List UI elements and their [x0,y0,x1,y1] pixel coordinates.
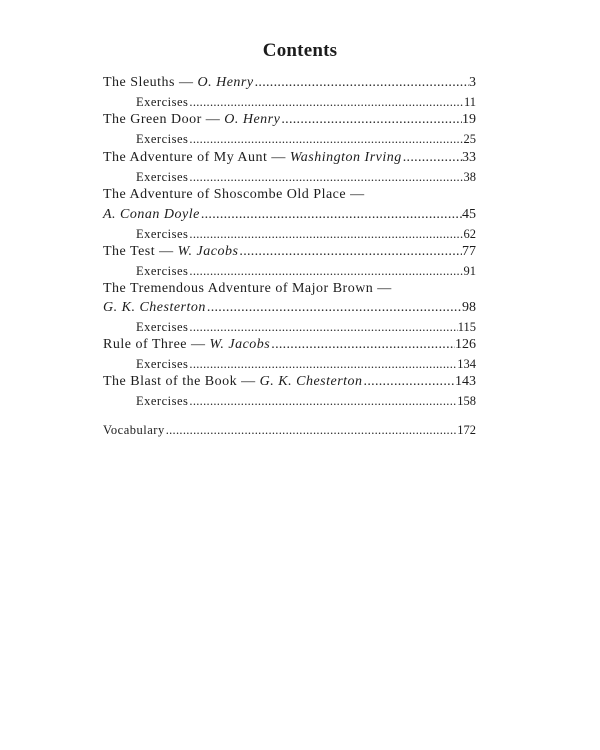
toc-entry-title: Exercises [136,132,189,146]
toc-entry-the-green-door[interactable] [103,111,476,129]
dot-leader [188,168,463,186]
page-number: 91 [463,264,476,278]
dot-leader [188,130,463,148]
dot-leader [206,299,462,317]
dot-leader [254,74,469,92]
dot-leader [188,318,457,336]
toc-entry-title: Rule of Three — [103,337,210,352]
dot-leader [402,149,462,167]
page-number: 3 [469,75,476,90]
toc-entry-exercises[interactable] [103,392,476,410]
toc-entry-author: A. Conan Doyle [103,207,200,222]
dot-leader [270,336,455,354]
toc-entry-title[interactable]: The Tremendous Adventure of Major Brown — [103,281,392,296]
toc-entry-exercises[interactable] [103,168,476,186]
dot-leader [200,206,462,224]
toc-entry-title: The Blast of the Book — [103,374,260,389]
page-title: Contents [262,40,338,61]
dot-leader [188,225,463,243]
toc-entry-title: The Test — [103,244,178,259]
dot-leader [363,373,455,391]
dot-leader [188,93,464,111]
toc-entry-title: Exercises [136,170,189,184]
page-number: 143 [455,374,476,389]
toc-entry-author: Washington Irving [289,150,402,165]
toc-entry-author: G. K. Chesterton [259,374,363,389]
dot-leader [188,262,463,280]
toc-entry-title[interactable]: The Adventure of Shoscombe Old Place — [103,187,365,202]
toc-entry-author: O. Henry [224,112,281,127]
toc-entry-exercises[interactable] [103,130,476,148]
page-number: 11 [463,95,476,109]
toc-entry-title: Exercises [136,394,189,408]
toc-entry-title: The Sleuths — [103,75,198,90]
toc-entry-author: G. K. Chesterton [103,300,206,315]
toc-entry-exercises[interactable] [103,262,476,280]
toc-entry-the-blast-of-the-book[interactable] [103,373,476,391]
toc-entry-title: Vocabulary [103,423,165,437]
dot-leader [188,355,457,373]
page-number: 33 [462,150,476,165]
page-number: 62 [463,227,476,241]
toc-entry-author: O. Henry [197,75,254,90]
toc-entry-the-sleuths[interactable] [103,74,476,92]
page-number: 45 [462,207,476,222]
page-number: 25 [463,132,476,146]
page-number: 126 [455,337,476,352]
toc-entry-exercises[interactable] [103,318,476,336]
page-number: 38 [463,170,476,184]
page-number: 158 [457,394,476,408]
toc-entry-title: Exercises [136,264,189,278]
page-number: 115 [457,320,476,334]
toc-entry-title: Exercises [136,227,189,241]
toc-entry-rule-of-three[interactable] [103,336,476,354]
toc-entry-exercises[interactable] [103,93,476,111]
toc-entry-exercises[interactable] [103,355,476,373]
toc-entry-title: Exercises [136,320,189,334]
toc-entry-title: The Adventure of My Aunt — [103,150,290,165]
dot-leader [238,243,462,261]
page-number: 172 [457,423,476,437]
toc-entry-title: The Green Door — [103,112,225,127]
dot-leader [188,392,457,410]
page-number: 77 [462,244,476,259]
toc-entry-vocabulary[interactable] [103,421,476,439]
toc-entry-exercises[interactable] [103,225,476,243]
dot-leader [280,111,462,129]
toc-entry-the-test[interactable] [103,243,476,261]
toc-entry-author: W. Jacobs [177,244,239,259]
toc-entry-shoscombe-old-place[interactable] [103,206,476,224]
page-number: 19 [462,112,476,127]
toc-entry-the-adventure-of-my-aunt[interactable] [103,149,476,167]
toc-entry-title: Exercises [136,95,189,109]
toc-entry-major-brown[interactable] [103,299,476,317]
page-number: 134 [457,357,476,371]
dot-leader [165,421,458,439]
toc-entry-title: Exercises [136,357,189,371]
toc-entry-author: W. Jacobs [209,337,271,352]
page-number: 98 [462,300,476,315]
